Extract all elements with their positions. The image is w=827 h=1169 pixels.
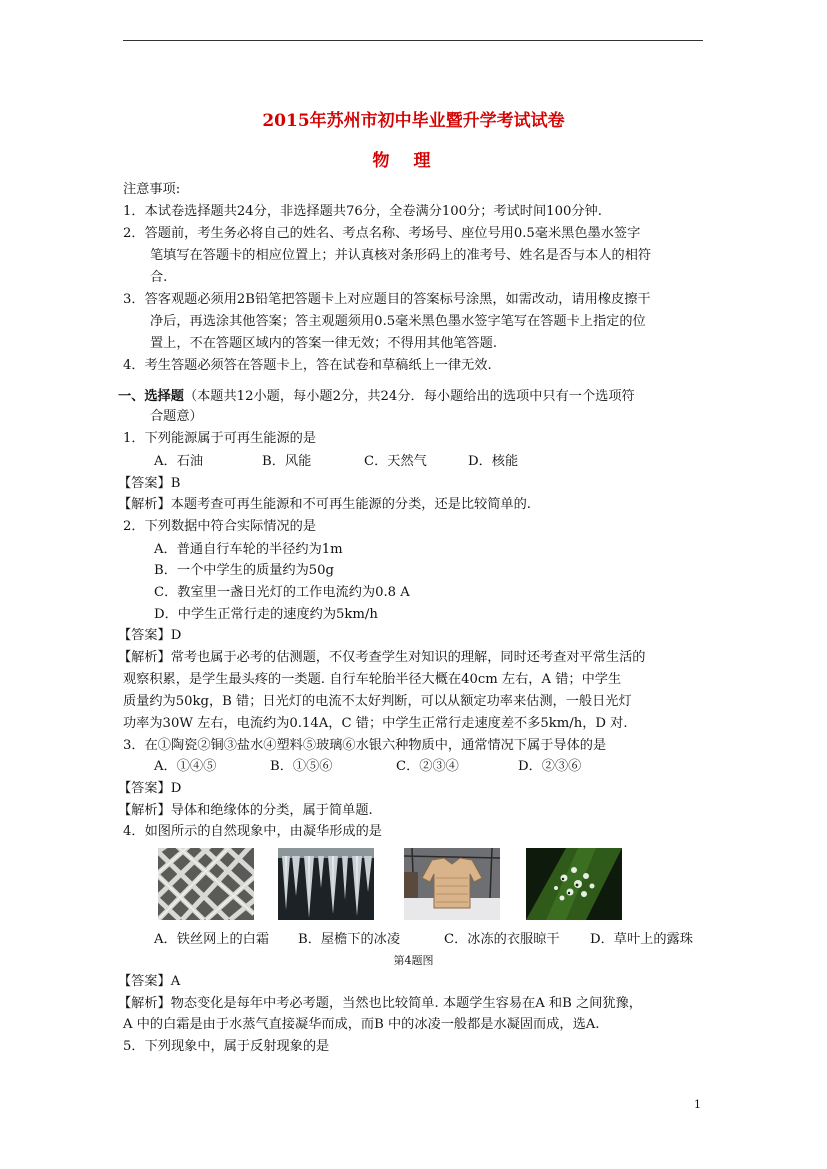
section-label: 一、选择题 [118,389,184,404]
q1-answer: 【答案】B [118,476,181,491]
q4-explanation: A 中的白霜是由于水蒸气直接凝华而成，而B 中的冰凌一般都是水凝固而成，选A. [123,1017,600,1032]
subject-title: 物理 [372,151,455,171]
q2-explanation: 观察积累，是学生最头疼的一类题. 自行车轮胎半径大概在40cm 左右，A 错；中学生 [123,672,622,687]
q1-option-c: C．天然气 [364,454,427,469]
q4-option-c: C．冰冻的衣服晾干 [444,932,560,947]
question-1: 1．下列能源属于可再生能源的是 [123,431,317,446]
q4-option-b: B．屋檐下的冰凌 [298,932,401,947]
q3-option-a: A．①④⑤ [154,759,217,774]
q4-answer: 【答案】A [118,974,181,989]
q1-option-a: A．石油 [154,454,204,469]
frozen-clothes-image [404,848,500,920]
q4-option-d: D．草叶上的露珠 [590,932,693,947]
q2-explanation: 功率为30W 左右，电流约为0.14A，C 错；中学生正常行走速度差不多5km/h，D 对. [123,716,628,731]
q3-option-c: C．②③④ [396,759,459,774]
q4-option-a: A．铁丝网上的白霜 [154,932,270,947]
notice-line: 净后，再选涂其他答案；答主观题须用0.5毫米黑色墨水签字笔写在答题卡上指定的位 [150,314,646,329]
dew-drops-image [526,848,622,920]
q3-option-b: B．①⑤⑥ [270,759,333,774]
question-5: 5．下列现象中，属于反射现象的是 [123,1039,330,1054]
q4-figure-caption: 第4题图 [393,954,434,967]
section-heading [118,386,635,408]
q2-option-d: D．中学生正常行走的速度约为5km/h [154,607,378,622]
notice-line: 4．考生答题必须答在答题卡上，答在试卷和草稿纸上一律无效. [123,358,492,373]
section-desc-cont: 合题意） [150,409,203,424]
q2-explanation: 质量约为50kg，B 错；日光灯的电流不太好判断，可以从额定功率来估测，一般日光灯 [123,694,632,709]
notice-line: 2．答题前，考生务必将自己的姓名、考点名称、考场号、座位号用0.5毫米黑色墨水签字 [123,226,641,241]
q1-option-b: B．风能 [262,454,312,469]
q3-explanation: 【解析】导体和绝缘体的分类，属于简单题. [118,803,373,818]
q4-figure [158,848,628,924]
q2-answer: 【答案】D [118,628,182,643]
question-2: 2．下列数据中符合实际情况的是 [123,519,317,534]
section-desc: （本题共12小题，每小题2分，共24分．每小题给出的选项中只有一个选项符 [183,389,635,404]
notice-line: 合. [150,270,168,285]
q3-option-d: D．②③⑥ [518,759,582,774]
q1-option-d: D．核能 [468,454,519,469]
q2-option-c: C．教室里一盏日光灯的工作电流约为0.8 A [154,585,410,600]
notice-line: 置上，不在答题区域内的答案一律无效；不得用其他笔答题. [150,336,498,351]
icicles-image [278,848,374,920]
question-3: 3．在①陶瓷②铜③盐水④塑料⑤玻璃⑥水银六种物质中，通常情况下属于导体的是 [123,738,607,753]
header-rule [123,40,703,41]
q2-option-a: A．普通自行车轮的半径约为1m [154,542,343,557]
q2-option-b: B．一个中学生的质量约为50g [154,563,334,578]
q3-answer: 【答案】D [118,781,182,796]
q4-explanation: 【解析】物态变化是每年中考必考题，当然也比较简单. 本题学生容易在A 和B 之间犹豫， [118,996,642,1011]
page-number: 1 [694,1098,701,1111]
question-4: 4．如图所示的自然现象中，由凝华形成的是 [123,824,382,839]
notice-line: 3．答客观题必须用2B铅笔把答题卡上对应题目的答案标号涂黑，如需改动，请用橡皮擦干 [123,292,651,307]
q2-explanation: 【解析】常考也属于必考的估测题，不仅考查学生对知识的理解，同时还考查对平常生活的 [118,650,646,665]
exam-title: 2015年苏州市初中毕业暨升学考试试卷 [262,111,565,131]
notice-heading: 注意事项: [123,182,181,197]
frost-wire-mesh-image [158,848,254,920]
q1-explanation: 【解析】本题考查可再生能源和不可再生能源的分类，还是比较简单的. [118,497,532,512]
notice-line: 1．本试卷选择题共24分，非选择题共76分，全卷满分100分；考试时间100分钟. [123,204,602,219]
notice-line: 笔填写在答题卡的相应位置上；并认真核对条形码上的准考号、姓名是否与本人的相符 [150,248,652,263]
